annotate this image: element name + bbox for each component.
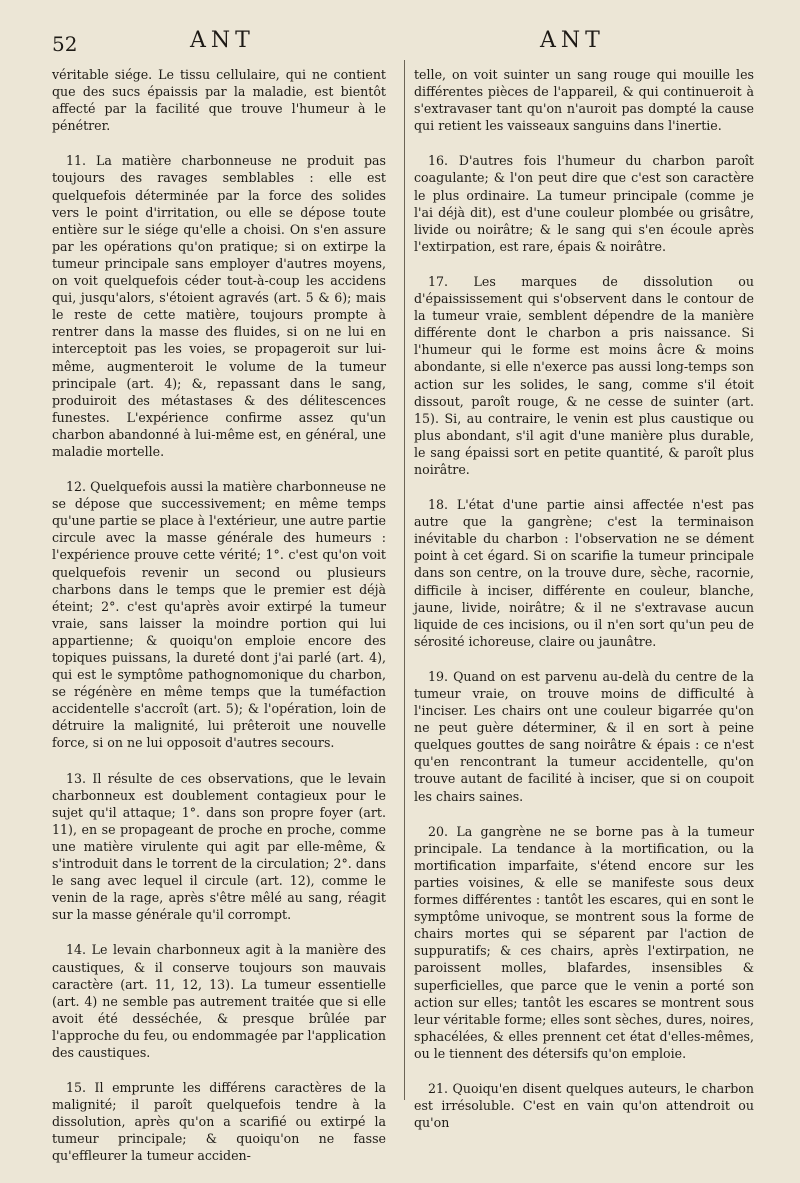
paragraph: 19. Quand on est parvenu au-delà du centre de la tumeur vraie, on trouve moins de difficulté à l'inciser. Les chairs ont une couleur bigarrée qu'on ne peut guère déterminer, & il en sort à peine quelques gouttes de sang noirâtre & épais : ce n'est qu'en rencontrant la tumeur accidentelle, qu'on trouve autant de facilité à inciser, que si on coupoit les chairs saines. [414,668,754,804]
running-head-right: ANT [540,28,605,53]
page-number: 52 [52,32,78,56]
paragraph: 11. La matière charbonneuse ne produit pas toujours des ravages semblables : elle est quelquefois déterminée par la force des solides vers le point d'irritation, ou elle se dépose toute entière sur le siége qu'elle a choisi. On s'en assure par les opérations qu'on pratique; si on extirpe la tumeur principale sans employer d'autres moyens, on voit quelquefois céder tout-à-coup les accidens qui, jusqu'alors, s'étoient agravés (art. 5 & 6); mais le reste de cette matière, toujours prompte à rentrer dans la masse des fluides, si on ne lui en interceptoit pas les voies, se propageroit sur lui-même, augmenteroit le volume de la tumeur principale (art. 4); &, repassant dans le sang, produiroit des métastases & des délitescences funestes. L'expérience confirme assez qu'un charbon abandonné à lui-même est, en général, une maladie mortelle. [52,153,386,459]
paragraph: 13. Il résulte de ces observations, que le levain charbonneux est doublement contagieux pour le sujet qu'il attaque; 1°. dans son propre foyer (art. 11), en se propageant de proche en proche, comme une matière virulente qui agit par elle-même, & s'introduit dans le torrent de la circulation; 2°. dans le sang avec lequel il circule (art. 12), comme le venin de la rage, après s'être mêlé au sang, réagit sur la masse générale qu'il corrompt. [52,770,386,923]
paragraph: 20. La gangrène ne se borne pas à la tumeur principale. La tendance à la mortification, ou la mortification imparfaite, s'étend encore sur les parties voisines, & elle se manifeste sous deux formes différentes : tantôt les escares, qui en sont le symptôme univoque, se montrent sous la forme de chairs mortes qui se séparent par l'action de suppuratifs; & ces chairs, après l'extirpation, ne paroissent molles, blafardes, insensibles & superficielles, que parce que le venin a porté son action sur elles; tantôt les escares se montrent sous leur véritable forme; elles sont sèches, dures, noires, sphacélées, & elles prennent cet état d'elles-mêmes, ou le tiennent des détersifs qu'on emploie. [414,823,754,1061]
paragraph: 16. D'autres fois l'humeur du charbon paroît coagulante; & l'on peut dire que c'est son caractère le plus ordinaire. La tumeur principale (comme je l'ai déjà dit), est d'une couleur plombée ou grisâtre, livide ou noirâtre; & le sang qui s'en écoule après l'extirpation, est rare, épais & noirâtre. [414,153,754,254]
paragraph: 14. Le levain charbonneux agit à la manière des caustiques, & il conserve toujours son mauvais caractère (art. 11, 12, 13). La tumeur essentielle (art. 4) ne semble pas autrement traitée que si elle avoit été desséchée, & presque brûlée par l'approche du feu, ou endommagée par l'application des caustiques. [52,942,386,1060]
left-column [52,66,386,1183]
page-header [0,26,800,66]
paragraph: 17. Les marques de dissolution ou d'épaississement qui s'observent dans le contour de la tumeur vraie, semblent dépendre de la manière différente dont le charbon a pris naissance. Si l'humeur qui le forme est moins âcre & moins abondante, si elle n'exerce pas aussi long-temps son action sur les solides, le sang, comme s'il étoit dissout, paroît rouge, & ne cesse de suinter (art. 15). Si, au contraire, le venin est plus caustique ou plus abondant, s'il agit d'une manière plus durable, le sang épaissi sort en petite quantité, & paroît plus noirâtre. [414,273,754,477]
right-column [414,66,754,1149]
running-head-left: ANT [190,28,255,53]
column-divider [404,60,405,1100]
paragraph: 18. L'état d'une partie ainsi affectée n'est pas autre que la gangrène; c'est la terminaison inévitable du charbon : l'observation ne se dément point à cet égard. Si on scarifie la tumeur principale dans son centre, on la trouve dure, sèche, racornie, difficile à inciser, différente en couleur, blanche, jaune, livide, noirâtre; & il ne s'extravase aucun liquide de ces incisions, ou il n'en sort qu'un peu de sérosité ichoreuse, claire ou jaunâtre. [414,497,754,649]
paragraph: telle, on voit suinter un sang rouge qui mouille les différentes pièces de l'appareil, & qui continueroit à s'extravaser tant qu'on n'auroit pas dompté la cause qui retient les vaisseaux sanguins dans l'inertie. [414,67,754,134]
paragraph: 21. Quoiqu'en disent quelques auteurs, le charbon est irrésoluble. C'est en vain qu'on attendroit ou qu'on [414,1080,754,1131]
paragraph: 12. Quelquefois aussi la matière charbonneuse ne se dépose que successivement; en même temps qu'une partie se place à l'extérieur, une autre partie circule avec la masse générale des humeurs : l'expérience prouve cette vérité; 1°. c'est qu'on voit quelquefois revenir un second ou plusieurs charbons dans le temps que le premier est déjà éteint; 2°. c'est qu'après avoir extirpé la tumeur vraie, sans laisser la moindre portion qui lui appartienne; & quoiqu'on emploie encore des topiques puissans, la dureté dont j'ai parlé (art. 4), qui est le symptôme pathognomonique du charbon, se régénère en même temps que la tuméfaction accidentelle s'accroît (art. 5); & l'opération, loin de détruire la malignité, lui prêteroit une nouvelle force, si on ne lui opposoit d'autres secours. [52,479,386,751]
paragraph: 15. Il emprunte les différens caractères de la malignité; il paroît quelquefois tendre à la dissolution, après qu'on a scarifié ou extirpé la tumeur principale; & quoiqu'on ne fasse qu'effleurer la tumeur acciden- [52,1080,386,1164]
paragraph: véritable siége. Le tissu cellulaire, qui ne contient que des sucs épaissis par la maladie, est bientôt affecté par la facilité que trouve l'humeur à le pénétrer. [52,67,386,134]
